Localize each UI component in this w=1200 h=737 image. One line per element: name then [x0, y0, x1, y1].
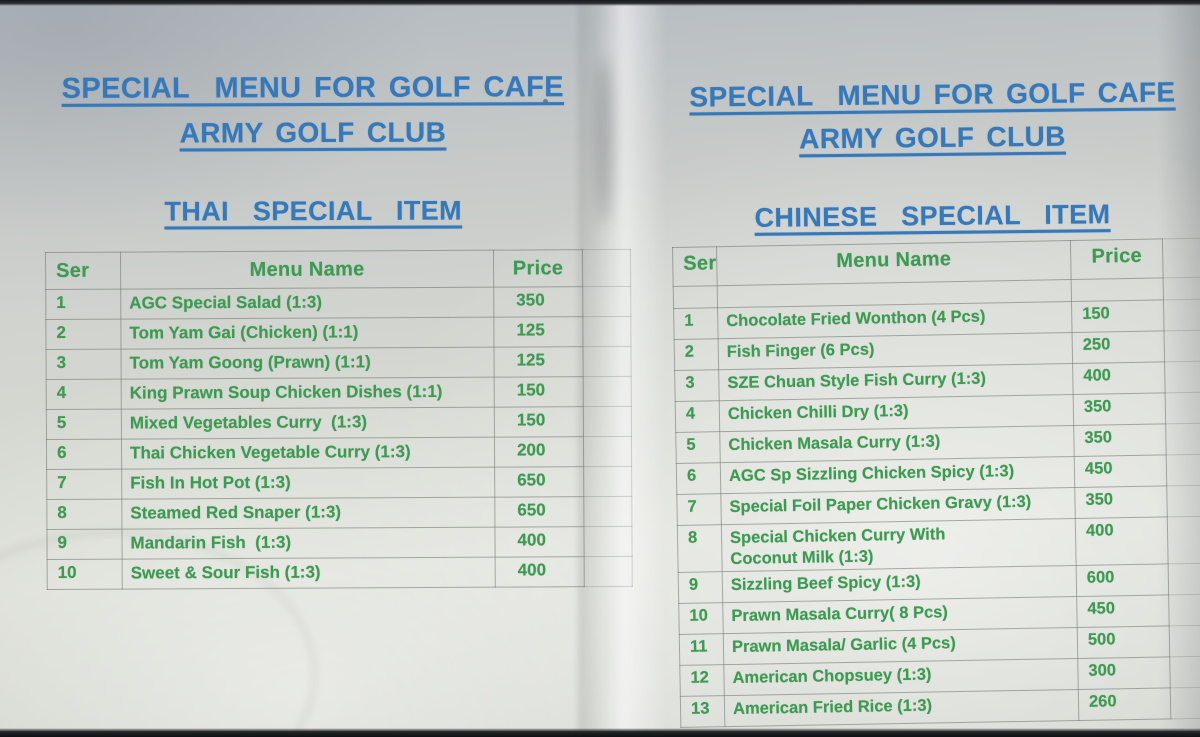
price-cell: 350 — [1074, 424, 1167, 457]
menu-row — [47, 556, 632, 589]
menu-name-cell: Sweet & Sour Fish (1:3) — [122, 557, 495, 589]
price-cell: 200 — [494, 437, 583, 467]
ghost-cell — [1165, 361, 1200, 393]
spacer-cell — [1163, 277, 1200, 300]
menu-name-cell: AGC Sp Sizzling Chicken Spicy (1:3) — [720, 457, 1074, 494]
price-cell: 400 — [495, 527, 584, 557]
menu-name-cell: Thai Chicken Vegetable Curry (1:3) — [121, 437, 494, 469]
ser-cell: 10 — [47, 559, 122, 589]
price-cell: 150 — [494, 377, 583, 407]
menu-name-column-header: Menu Name — [121, 250, 494, 289]
menu-name-cell: Special Chicken Curry With Coconut Milk (1:3) — [721, 519, 1076, 572]
menu-name-cell: Tom Yam Goong (Prawn) (1:1) — [121, 347, 494, 379]
smudge-mark — [596, 58, 613, 223]
price-cell: 650 — [495, 497, 584, 527]
ser-cell: 11 — [679, 634, 724, 666]
menu-name-cell: AGC Special Salad (1:3) — [121, 287, 494, 319]
price-cell: 260 — [1078, 688, 1171, 721]
price-cell: 650 — [495, 467, 584, 497]
ghost-cell — [583, 406, 631, 436]
menu-name-cell: Chocolate Fried Wonthon (4 Pcs) — [718, 302, 1072, 339]
ser-cell: 5 — [676, 432, 721, 464]
price-cell: 450 — [1077, 595, 1170, 628]
price-cell: 125 — [494, 317, 583, 347]
menu-name-column-header: Menu Name — [717, 241, 1072, 286]
ser-cell: 9 — [678, 572, 723, 604]
table-header-row — [46, 249, 631, 289]
spacer-cell — [673, 286, 717, 309]
menu-name-cell: King Prawn Soup Chicken Dishes (1:1) — [121, 377, 494, 409]
ghost-cell — [1164, 330, 1200, 362]
menu-name-cell: Fish In Hot Pot (1:3) — [122, 467, 495, 499]
price-cell: 350 — [1075, 486, 1168, 519]
price-cell: 400 — [495, 557, 584, 587]
page-title-right: SPECIAL MENU FOR GOLF CAFE — [689, 76, 1176, 113]
price-cell: 400 — [1075, 517, 1168, 566]
menu-name-cell: Prawn Masala Curry( 8 Pcs) — [723, 596, 1077, 633]
ser-cell: 12 — [680, 665, 725, 697]
ghost-cell — [1167, 485, 1200, 517]
menu-row — [46, 346, 631, 379]
ser-cell: 7 — [47, 469, 122, 499]
menu-name-cell: Tom Yam Gai (Chicken) (1:1) — [121, 317, 494, 349]
menu-name-cell: American Fried Rice (1:3) — [724, 689, 1078, 726]
ghost-cell — [1169, 625, 1200, 657]
ghost-cell — [1170, 687, 1200, 719]
price-cell: 450 — [1074, 455, 1167, 488]
ghost-cell — [583, 316, 631, 346]
menu-name-cell: Chicken Masala Curry (1:3) — [720, 426, 1074, 463]
ghost-column-header — [1162, 238, 1200, 278]
menu-row — [47, 526, 632, 559]
ser-cell: 1 — [46, 289, 121, 319]
menu-name-cell: Steamed Red Snaper (1:3) — [122, 497, 495, 529]
photo-bottom-edge — [0, 728, 1200, 737]
ser-cell: 7 — [677, 494, 722, 526]
price-column-header: Price — [493, 250, 582, 287]
menu-row — [47, 496, 632, 529]
price-cell: 300 — [1078, 657, 1171, 690]
price-cell: 600 — [1076, 564, 1169, 597]
ghost-cell — [1170, 656, 1200, 688]
page-subtitle-left: ARMY GOLF CLUB — [179, 116, 447, 149]
photo-top-edge — [0, 0, 1200, 6]
menu-name-cell: Mandarin Fish (1:3) — [122, 527, 495, 559]
ghost-cell — [583, 376, 631, 406]
price-cell: 125 — [494, 347, 583, 377]
menu-name-cell: SZE Chuan Style Fish Curry (1:3) — [719, 364, 1073, 401]
ser-cell: 6 — [46, 439, 121, 469]
price-cell: 350 — [494, 287, 583, 317]
ghost-cell — [1169, 594, 1200, 626]
price-cell: 500 — [1077, 626, 1170, 659]
menu-row — [46, 376, 631, 409]
menu-row — [46, 436, 631, 469]
price-cell: 400 — [1073, 362, 1166, 395]
ghost-cell — [583, 286, 631, 316]
price-cell: 350 — [1073, 393, 1166, 426]
menu-name-cell: Chicken Chilli Dry (1:3) — [719, 395, 1073, 432]
ser-cell: 3 — [675, 370, 720, 402]
ghost-column-header — [582, 249, 630, 286]
price-column-header: Price — [1070, 239, 1163, 280]
menu-name-cell: Prawn Masala/ Garlic (4 Pcs) — [723, 627, 1077, 664]
ghost-cell — [1165, 392, 1200, 424]
ser-cell: 9 — [47, 529, 122, 559]
ghost-cell — [583, 436, 631, 466]
ghost-cell — [1168, 563, 1200, 595]
ser-cell: 1 — [674, 308, 719, 340]
menu-name-cell: Fish Finger (6 Pcs) — [718, 333, 1072, 370]
ser-cell: 4 — [46, 379, 121, 409]
ghost-cell — [1167, 516, 1200, 564]
price-cell: 150 — [1072, 300, 1165, 333]
ser-column-header: Ser — [673, 247, 718, 287]
ser-cell: 4 — [675, 401, 720, 433]
ser-column-header: Ser — [46, 252, 121, 289]
ser-cell: 3 — [46, 349, 121, 379]
ser-cell: 8 — [47, 499, 122, 529]
section-title-chinese: CHINESE SPECIAL ITEM — [754, 199, 1111, 233]
spacer-cell — [1071, 278, 1163, 302]
ghost-cell — [584, 526, 632, 556]
ser-cell: 6 — [676, 463, 721, 495]
thai-menu-table — [45, 249, 633, 590]
ghost-cell — [584, 556, 632, 586]
price-cell: 150 — [494, 407, 583, 437]
menu-name-cell: Special Foil Paper Chicken Gravy (1:3) — [721, 488, 1075, 525]
ser-cell: 13 — [680, 696, 725, 728]
ghost-cell — [583, 346, 631, 376]
ghost-cell — [1163, 299, 1200, 331]
chinese-menu-table — [672, 238, 1200, 728]
page-title-left: SPECIAL MENU FOR GOLF CAFE — [61, 71, 565, 105]
ser-cell: 8 — [677, 525, 722, 573]
menu-row — [46, 406, 631, 439]
ser-cell: 2 — [46, 319, 121, 349]
menu-name-cell: Sizzling Beef Spicy (1:3) — [722, 565, 1076, 602]
menu-name-cell: American Chopsuey (1:3) — [724, 658, 1078, 695]
menu-row — [47, 466, 632, 499]
menu-row — [46, 286, 631, 319]
ghost-cell — [1166, 423, 1200, 455]
menu-row — [46, 316, 631, 349]
ghost-cell — [584, 466, 632, 496]
price-cell: 250 — [1072, 331, 1165, 364]
page-subtitle-right: ARMY GOLF CLUB — [799, 120, 1066, 155]
ser-cell: 2 — [674, 339, 719, 371]
ser-cell: 5 — [46, 409, 121, 439]
menu-name-cell: Mixed Vegetables Curry (1:3) — [121, 407, 494, 439]
ghost-cell — [584, 496, 632, 526]
ghost-cell — [1166, 454, 1200, 486]
ser-cell: 10 — [679, 603, 724, 635]
section-title-thai: THAI SPECIAL ITEM — [164, 195, 463, 227]
